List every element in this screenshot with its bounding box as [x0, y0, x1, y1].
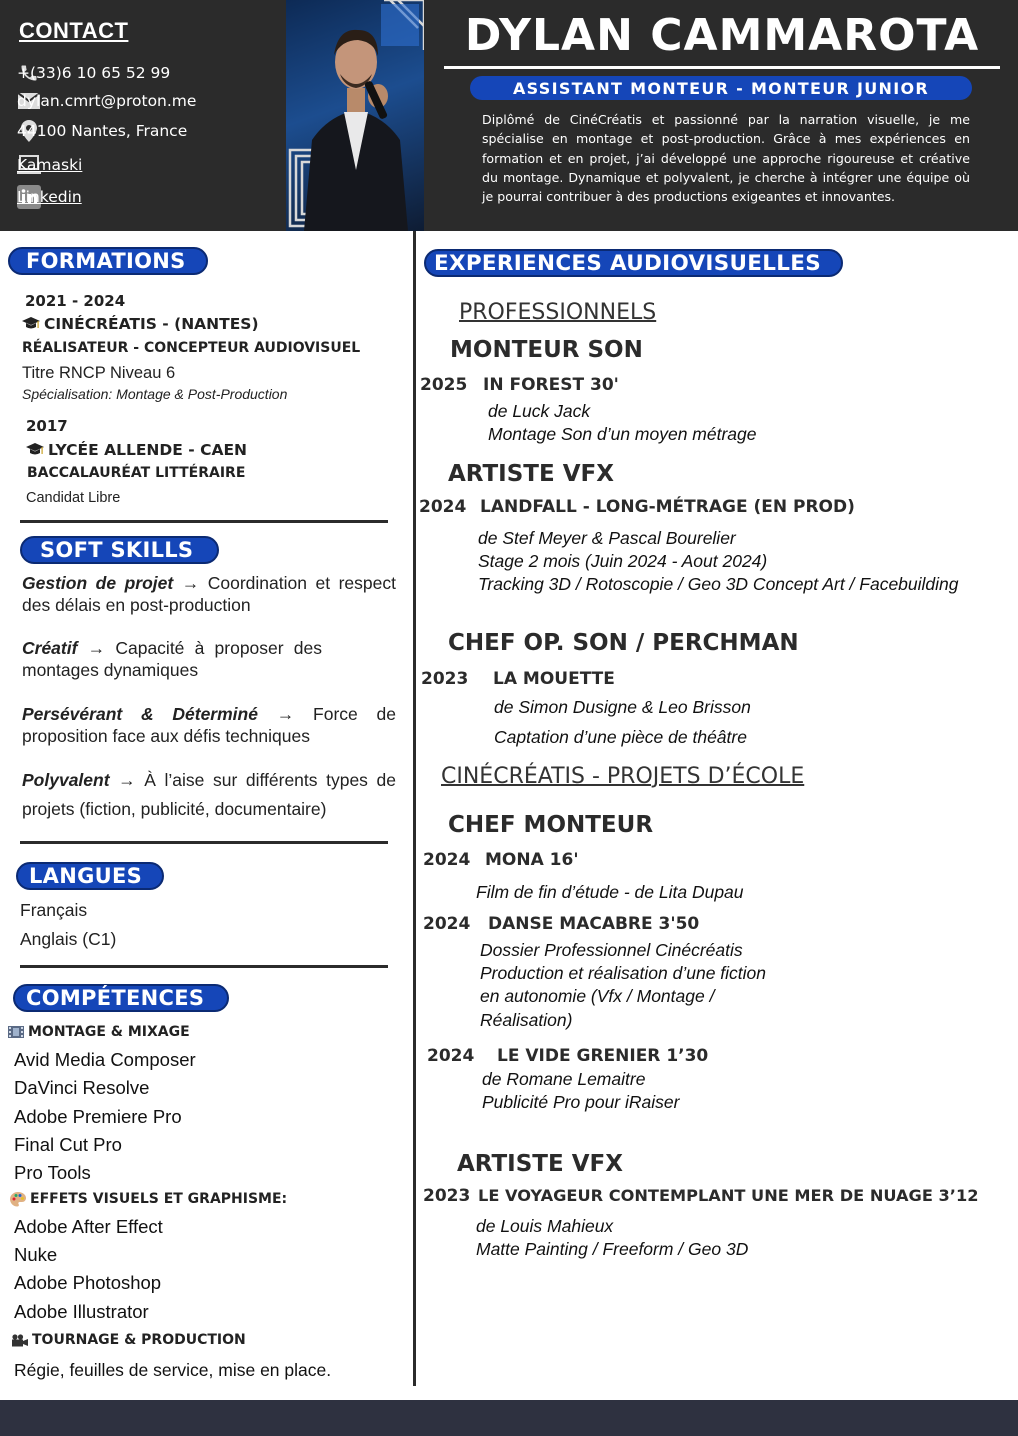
arrow-icon: → [118, 770, 136, 790]
soft-skill-name: Créatif [22, 638, 78, 658]
experience-line: Tracking 3D / Rotoscopie / Geo 3D Concept Art / Facebuilding [478, 574, 959, 594]
experience-line: Publicité Pro pour iRaiser [482, 1092, 680, 1112]
linkedin-link[interactable]: Linkedin [17, 188, 82, 206]
contact-phone [17, 60, 171, 86]
experience-title: LANDFALL - LONG-MÉTRAGE (EN PROD) [480, 497, 855, 517]
formation-1-degree: RÉALISATEUR - CONCEPTEUR AUDIOVISUEL [22, 340, 361, 356]
phone-number: +(33)6 10 65 52 99 [17, 64, 171, 82]
experience-line: de Simon Dusigne & Leo Brisson [494, 697, 751, 717]
soft-skill-desc: Capacité à proposer des montages dynamiques [22, 638, 322, 680]
profile-summary: Diplômé de CinéCréatis et passionné par la narration visuelle, je me spécialise en montage et post-production. Grâce à mes expériences en formation et en projet, j’ai développé une approche rigoureuse et créative du montage. Dynamique et polyvalent, je cherche à intégrer une équipe où je pourrai contribuer à des productions exigeantes et innovantes. [482, 112, 970, 205]
formations-heading: FORMATIONS [8, 247, 208, 275]
language-item: Français [20, 900, 88, 920]
tool-item: DaVinci Resolve [14, 1077, 150, 1098]
formation-1-school: CINÉCRÉATIS - (NANTES) [44, 315, 259, 333]
experience-role: ARTISTE VFX [448, 461, 614, 487]
experience-year: 2024 [423, 914, 471, 934]
film-icon [8, 1026, 24, 1038]
soft-skill-name: Gestion de projet [22, 573, 174, 593]
school-projects-subheading: CINÉCRÉATIS - PROJETS D’ÉCOLE [441, 764, 805, 789]
formation-1-school-row [22, 315, 259, 333]
formation-2-years: 2017 [26, 417, 68, 435]
footer-band [0, 1400, 1018, 1436]
experience-line: Captation d’une pièce de théâtre [494, 727, 747, 747]
section-divider [20, 841, 388, 844]
experience-year: 2024 [419, 497, 467, 517]
formation-2-school: LYCÉE ALLENDE - CAEN [48, 441, 248, 459]
soft-skills-heading: SOFT SKILLS [20, 536, 219, 564]
formation-1-years: 2021 - 2024 [25, 292, 126, 310]
soft-skill-item [22, 766, 396, 824]
soft-skill-item [22, 637, 322, 681]
camera-icon [11, 1334, 28, 1347]
header-band [0, 0, 1018, 231]
formation-1-spec: Spécialisation: Montage & Post-Production [22, 386, 288, 402]
experience-role: MONTEUR SON [450, 337, 643, 363]
soft-skill-name: Polyvalent [22, 770, 110, 790]
job-title-pill: ASSISTANT MONTEUR - MONTEUR JUNIOR [470, 76, 972, 100]
contact-linkedin[interactable] [17, 184, 82, 210]
competence-category-label: MONTAGE & MIXAGE [28, 1024, 190, 1040]
tool-item: Adobe Illustrator [14, 1301, 149, 1322]
address-text: 44100 Nantes, France [17, 122, 188, 140]
experience-year: 2024 [423, 850, 471, 870]
tool-item: Adobe Photoshop [14, 1272, 162, 1293]
experience-title: DANSE MACABRE 3'50 [488, 914, 700, 934]
profile-photo [286, 0, 424, 231]
experience-line: de Stef Meyer & Pascal Bourelier [478, 528, 736, 548]
experience-year: 2023 [421, 669, 469, 689]
section-divider [20, 965, 388, 968]
tool-item: Final Cut Pro [14, 1134, 122, 1155]
experience-title: LE VIDE GRENIER 1’30 [497, 1046, 709, 1066]
contact-address [17, 118, 188, 144]
palette-icon [10, 1192, 26, 1207]
langues-heading: LANGUES [16, 862, 164, 890]
portfolio-link[interactable]: Kamaski [17, 156, 83, 174]
full-name: DYLAN CAMMAROTA [464, 10, 980, 61]
experience-line: Matte Painting / Freeform / Geo 3D [476, 1239, 749, 1259]
competence-category [10, 1191, 287, 1207]
arrow-icon: → [181, 573, 200, 593]
competence-category [11, 1332, 246, 1348]
soft-skill-name: Persévérant & Déterminé [22, 704, 258, 724]
experience-title: LE VOYAGEUR CONTEMPLANT UNE MER DE NUAGE 3’12 [478, 1186, 979, 1205]
tool-item: Adobe Premiere Pro [14, 1106, 182, 1127]
soft-skill-desc: Coordination et respect des délais en post-production [22, 573, 396, 615]
arrow-icon: → [87, 638, 106, 658]
experience-line: Stage 2 mois (Juin 2024 - Aout 2024) [478, 551, 768, 571]
experience-title: IN FOREST 30' [483, 375, 619, 395]
formation-2-detail: Candidat Libre [26, 490, 121, 506]
arrow-icon: → [276, 704, 295, 724]
experience-title: LA MOUETTE [493, 669, 615, 689]
experience-line: Dossier Professionnel Cinécréatis [480, 940, 743, 960]
competence-category-label: TOURNAGE & PRODUCTION [32, 1332, 246, 1348]
experience-year: 2025 [420, 375, 468, 395]
competence-category-label: EFFETS VISUELS ET GRAPHISME: [30, 1191, 288, 1207]
language-item: Anglais (C1) [20, 929, 117, 949]
tool-item: Adobe After Effect [14, 1216, 163, 1237]
experience-line: Réalisation) [480, 1010, 573, 1030]
column-divider [413, 231, 416, 1386]
soft-skill-item [22, 703, 396, 747]
experience-title: MONA 16' [485, 850, 579, 870]
experience-role: CHEF MONTEUR [448, 812, 654, 838]
formation-1-detail: Titre RNCP Niveau 6 [22, 364, 176, 382]
experience-year: 2024 [427, 1046, 475, 1066]
experience-line: Production et réalisation d’une fiction [480, 963, 767, 983]
experience-line: en autonomie (Vfx / Montage / [480, 986, 715, 1006]
experience-line: de Louis Mahieux [476, 1216, 614, 1236]
experience-year: 2023 [423, 1186, 471, 1206]
competences-heading: COMPÉTENCES [13, 984, 229, 1012]
formation-2-school-row [26, 441, 247, 459]
section-divider [20, 520, 388, 523]
tool-item: Avid Media Composer [14, 1049, 196, 1070]
graduation-cap-icon [22, 316, 40, 332]
graduation-cap-icon [26, 442, 44, 458]
contact-portfolio[interactable] [17, 152, 83, 178]
soft-skill-desc: Force de proposition face aux défis techniques [22, 704, 396, 746]
experience-role: ARTISTE VFX [457, 1151, 623, 1177]
name-underline [444, 66, 1000, 69]
experience-line: Montage Son d’un moyen métrage [488, 424, 757, 444]
formation-2-degree: BACCALAURÉAT LITTÉRAIRE [27, 465, 246, 481]
soft-skill-desc: À l’aise sur différents types de projets (fiction, publicité, documentaire) [22, 770, 396, 819]
experience-role: CHEF OP. SON / PERCHMAN [448, 630, 799, 656]
professional-subheading: PROFESSIONNELS [459, 300, 657, 325]
competence-category [8, 1024, 190, 1040]
email-address: dylan.cmrt@proton.me [17, 92, 197, 110]
soft-skill-item [22, 572, 396, 616]
contact-title: CONTACT [19, 18, 129, 43]
experiences-heading: EXPERIENCES AUDIOVISUELLES [424, 249, 843, 277]
experience-line: de Romane Lemaitre [482, 1069, 646, 1089]
tool-item: Pro Tools [14, 1162, 91, 1183]
tool-item: Régie, feuilles de service, mise en place. [14, 1360, 332, 1380]
experience-line: Film de fin d’étude - de Lita Dupau [476, 882, 744, 902]
contact-email [17, 88, 197, 114]
tool-item: Nuke [14, 1244, 58, 1265]
experience-line: de Luck Jack [488, 401, 591, 421]
